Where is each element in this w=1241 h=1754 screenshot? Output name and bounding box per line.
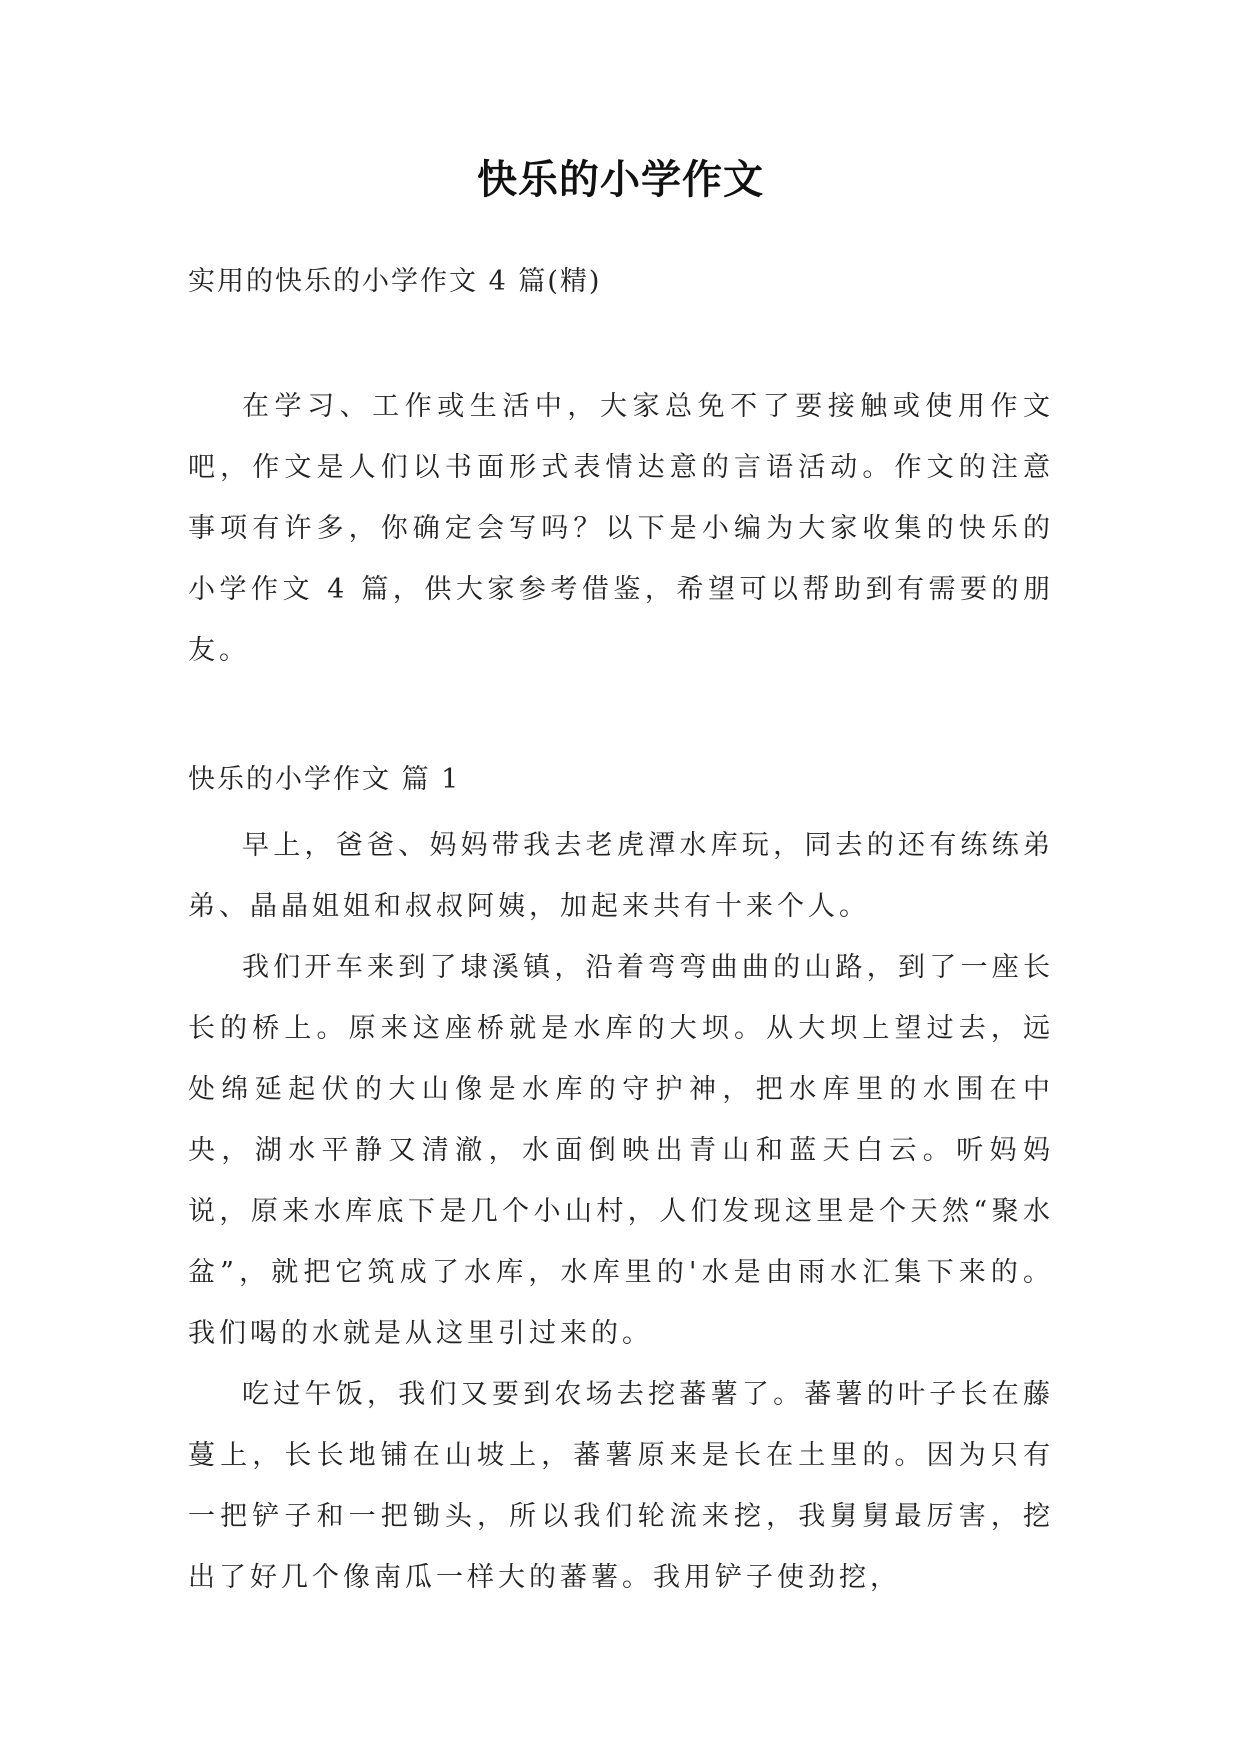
body-paragraph-3: 吃过午饭，我们又要到农场去挖蕃薯了。蕃薯的叶子长在藤蔓上，长长地铺在山坡上，蕃薯原来是长在土里的。因为只有一把铲子和一把锄头，所以我们轮流来挖，我舅舅最厉害，挖出了好几个像南瓜一样大的蕃薯。我用铲子使劲挖，	[188, 1379, 1054, 1593]
section-heading: 快乐的小学作文 篇 1	[188, 764, 461, 795]
document-title: 快乐的小学作文	[477, 156, 764, 203]
intro-paragraph: 在学习、工作或生活中，大家总免不了要接触或使用作文吧，作文是人们以书面形式表情达意的言语活动。作文的注意事项有许多，你确定会写吗？以下是小编为大家收集的快乐的小学作文 4 篇，供大家参考借鉴，希望可以帮助到有需要的朋友。	[188, 391, 1054, 666]
body-paragraph-2: 我们开车来到了埭溪镇，沿着弯弯曲曲的山路，到了一座长长的桥上。原来这座桥就是水库的大坝。从大坝上望过去，远处绵延起伏的大山像是水库的守护神，把水库里的水围在中央，湖水平静又清澈，水面倒映出青山和蓝天白云。听妈妈说，原来水库底下是几个小山村，人们发现这里是个天然“聚水盆”，就把它筑成了水库，水库里的'水是由雨水汇集下来的。我们喝的水就是从这里引过来的。	[188, 952, 1054, 1349]
intro-block	[188, 376, 1054, 681]
document-subtitle: 实用的快乐的小学作文 4 篇(精)	[188, 266, 602, 297]
body-paragraph-1: 早上，爸爸、妈妈带我去老虎潭水库玩，同去的还有练练弟弟、晶晶姐姐和叔叔阿姨，加起来共有十来个人。	[188, 830, 1054, 922]
section-body	[188, 815, 1054, 1608]
